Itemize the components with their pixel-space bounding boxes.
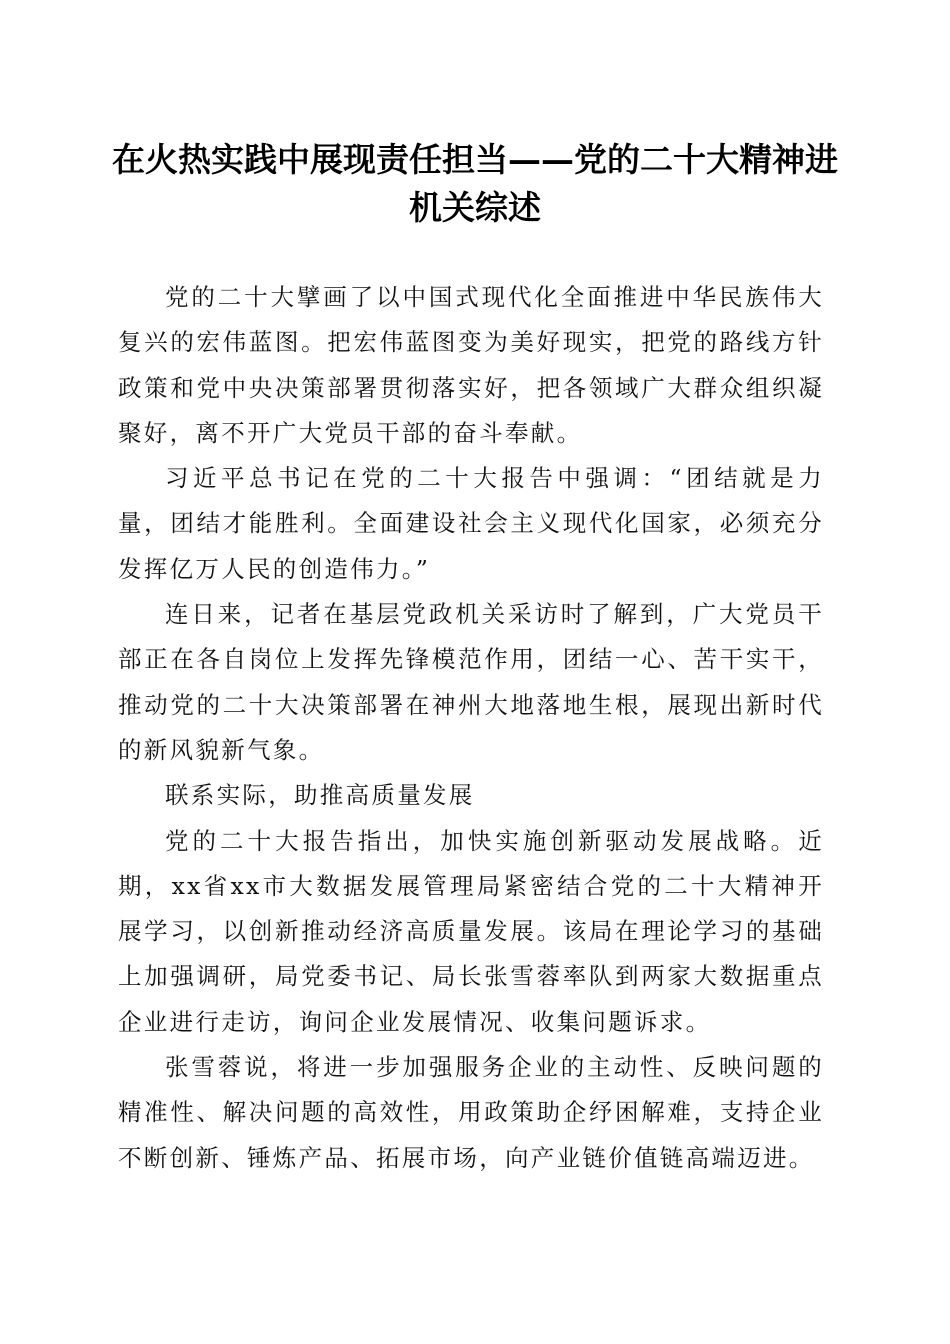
paragraph-reporting: 连日来，记者在基层党政机关采访时了解到，广大党员干部正在各自岗位上发挥先锋模范作用，团结一心、苦干实干，推动党的二十大决策部署在神州大地落地生根，展现出新时代的新风貌新气象。 bbox=[118, 600, 824, 764]
paragraph-bigdata-bureau: 党的二十大报告指出，加快实施创新驱动发展战略。近期，xx省xx市大数据发展管理局紧密结合党的二十大精神开展学习，以创新推动经济高质量发展。该局在理论学习的基础上加强调研，局党委书记、局长张雪蓉率队到两家大数据重点企业进行走访，询问企业发展情况、收集问题诉求。 bbox=[118, 826, 824, 1036]
paragraph-quote: 习近平总书记在党的二十大报告中强调：“团结就是力量，团结才能胜利。全面建设社会主义现代化国家，必须充分发挥亿万人民的创造伟力。” bbox=[118, 464, 824, 583]
paragraph-intro: 党的二十大擘画了以中国式现代化全面推进中华民族伟大复兴的宏伟蓝图。把宏伟蓝图变为美好现实，把党的路线方针政策和党中央决策部署贯彻落实好，把各领域广大群众组织凝聚好，离不开广大党员干部的奋斗奉献。 bbox=[118, 283, 824, 447]
paragraph-statement: 张雪蓉说，将进一步加强服务企业的主动性、反映问题的精准性、解决问题的高效性，用政策助企纾困解难，支持企业不断创新、锤炼产品、拓展市场，向产业链价值链高端迈进。 bbox=[118, 1053, 824, 1172]
document-body bbox=[118, 275, 824, 1181]
document-title: 在火热实践中展现责任担当——党的二十大精神进机关综述 bbox=[112, 140, 838, 227]
section-heading: 联系实际，助推高质量发展 bbox=[165, 781, 475, 810]
